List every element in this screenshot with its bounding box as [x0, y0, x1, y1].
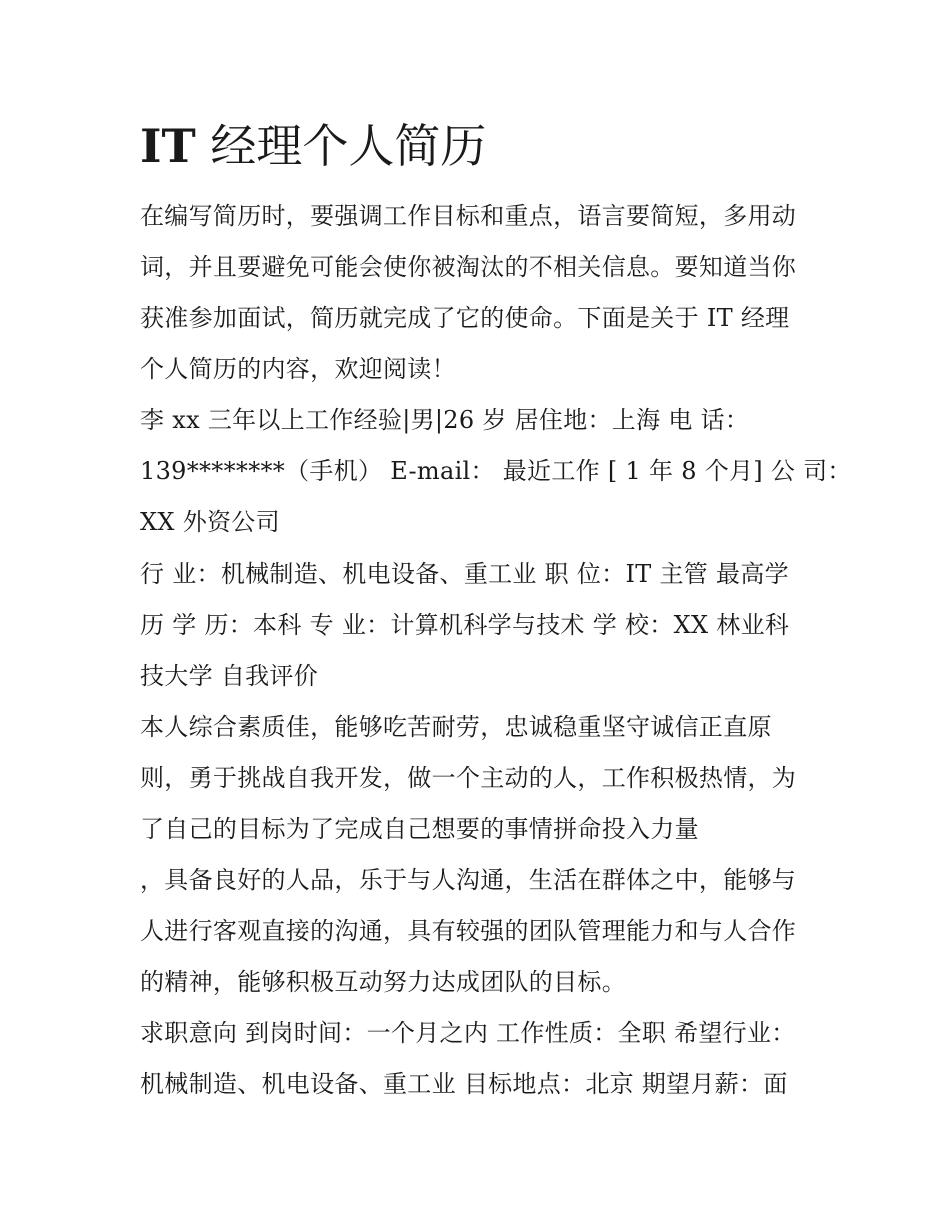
body-line-13: 了自己的目标为了完成自己想要的事情拼命投入力量 — [140, 815, 699, 843]
body-line-2: 词，并且要避免可能会使你被淘汰的不相关信息。要知道当你 — [140, 253, 797, 281]
body-line-3: 获准参加面试，简历就完成了它的使命。下面是关于 IT 经理 — [140, 304, 790, 332]
body-line-5: 李 xx 三年以上工作经验|男|26 岁 居住地：上海 电 话： — [140, 406, 750, 434]
body-line-6: 139********（手机） E-mail： 最近工作 [ 1 年 8 个月] 公 司： — [140, 457, 852, 485]
body-line-18: 机械制造、机电设备、重工业 目标地点：北京 期望月薪：面 — [140, 1070, 788, 1098]
body-line-11: 本人综合素质佳，能够吃苦耐劳，忠诚稳重坚守诚信正直原 — [140, 713, 772, 741]
body-line-14: ，具备良好的人品，乐于与人沟通，生活在群体之中，能够与 — [140, 866, 797, 894]
body-line-4: 个人简历的内容，欢迎阅读！ — [140, 355, 456, 383]
title-chinese-part: 经理个人简历 — [195, 119, 487, 173]
body-line-9: 历 学 历：本科 专 业：计算机科学与技术 学 校：XX 林业科 — [140, 611, 790, 639]
body-line-16: 的精神，能够积极互动努力达成团队的目标。 — [140, 968, 626, 996]
body-line-8: 行 业：机械制造、机电设备、重工业 职 位：IT 主管 最高学 — [140, 560, 789, 588]
body-line-1: 在编写简历时，要强调工作目标和重点，语言要简短，多用动 — [140, 202, 797, 230]
document-title — [140, 112, 486, 180]
body-line-10: 技大学 自我评价 — [140, 662, 319, 690]
title-latin-part: IT — [140, 119, 196, 173]
body-line-12: 则，勇于挑战自我开发，做一个主动的人，工作积极热情，为 — [140, 764, 797, 792]
body-line-15: 人进行客观直接的沟通，具有较强的团队管理能力和与人合作 — [140, 917, 797, 945]
body-line-7: XX 外资公司 — [140, 508, 280, 536]
body-line-17: 求职意向 到岗时间：一个月之内 工作性质：全职 希望行业： — [140, 1019, 796, 1047]
